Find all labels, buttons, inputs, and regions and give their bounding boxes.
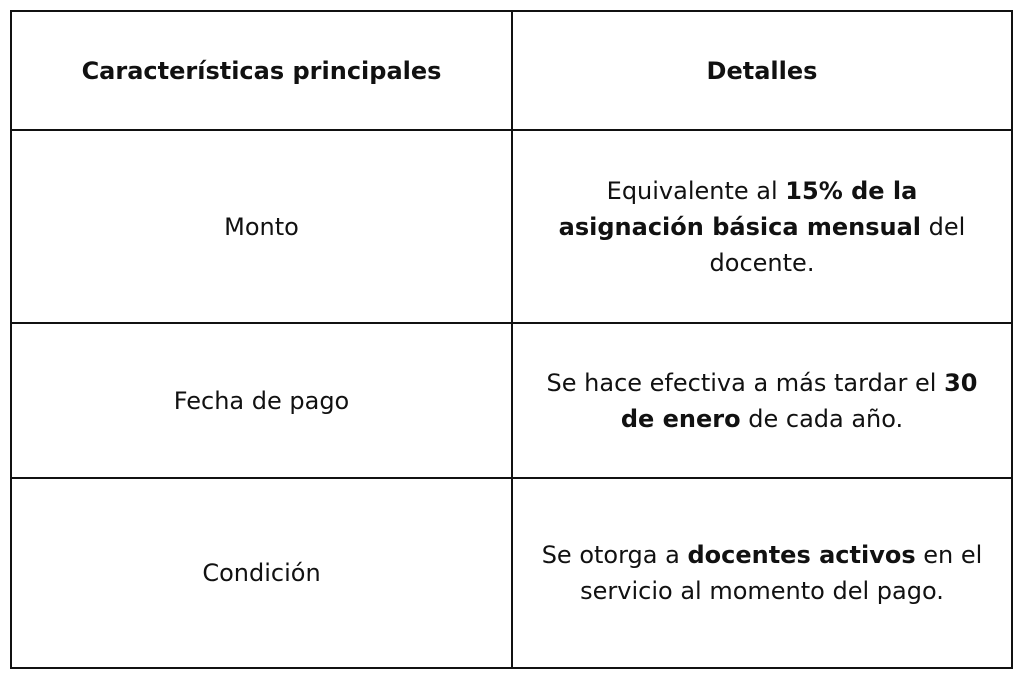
feature-fecha-de-pago: Fecha de pago bbox=[12, 324, 513, 479]
detail-condicion bbox=[513, 479, 1011, 667]
detail-fecha-bold: 30 de enero bbox=[620, 368, 978, 433]
detail-condicion-before: Se otorga a bbox=[541, 541, 688, 569]
detail-fecha-de-pago bbox=[513, 324, 1011, 479]
benefits-table bbox=[10, 10, 1013, 669]
detail-monto-text bbox=[541, 173, 983, 281]
detail-fecha-after: de cada año. bbox=[740, 404, 904, 433]
header-detalles: Detalles bbox=[513, 12, 1011, 131]
detail-condicion-text bbox=[541, 537, 983, 609]
detail-condicion-after: en el servicio al momento del pago. bbox=[580, 541, 983, 605]
detail-monto-before: Equivalente al bbox=[606, 176, 786, 205]
header-caracteristicas: Características principales bbox=[12, 12, 513, 131]
detail-monto-after: del docente. bbox=[709, 212, 966, 277]
detail-monto bbox=[513, 131, 1011, 324]
feature-monto: Monto bbox=[12, 131, 513, 324]
feature-condicion: Condición bbox=[12, 479, 513, 667]
detail-fecha-before: Se hace efectiva a más tardar el bbox=[546, 368, 945, 397]
detail-monto-bold: 15% de la asignación básica mensual bbox=[558, 176, 922, 241]
detail-fecha-text bbox=[541, 365, 983, 437]
detail-condicion-bold: docentes activos bbox=[687, 541, 916, 569]
